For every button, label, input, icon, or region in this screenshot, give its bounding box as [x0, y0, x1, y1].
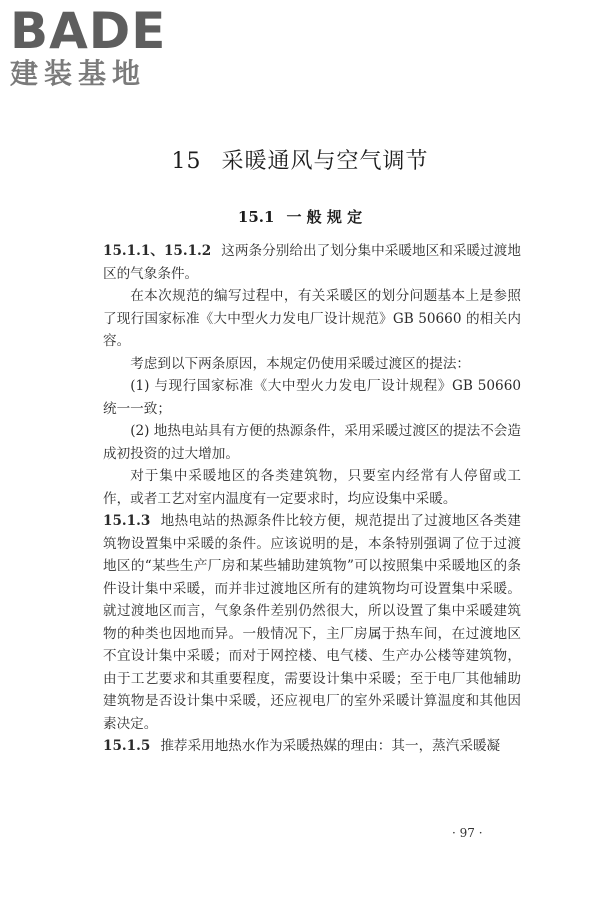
paragraph-2: 在本次规范的编写过程中，有关采暖区的划分问题基本上是参照了现行国家标准《大中型火力发电厂设计规范》GB 50660 的相关内容。 [103, 288, 521, 349]
chapter-number: 15 [171, 149, 202, 174]
brand-logo [10, 4, 180, 90]
clause-number: 15.1.5 [103, 738, 151, 754]
paragraph-8 [103, 735, 521, 758]
section-title: 一 般 规 定 [286, 208, 363, 226]
logo-brand-text: BADE [10, 2, 167, 60]
paragraph-7 [103, 510, 521, 735]
paragraph-5: (2) 地热电站具有方便的热源条件，采用采暖过渡区的提法不会造成初投资的过大增加。 [103, 423, 521, 462]
page-number: · 97 · [452, 826, 483, 840]
paragraph-text: 推荐采用地热水作为采暖热媒的理由：其一，蒸汽采暖凝 [160, 738, 501, 754]
paragraph-3: 考虑到以下两条原因，本规定仍使用采暖过渡区的提法： [130, 355, 471, 372]
paragraph-4: (1) 与现行国家标准《大中型火力发电厂设计规程》GB 50660 统一一致； [103, 378, 521, 417]
paragraph-6: 对于集中采暖地区的各类建筑物，只要室内经常有人停留或工作，或者工艺对室内温度有一定要求时，均应设集中采暖。 [103, 468, 521, 507]
section-heading [0, 206, 600, 227]
clause-number: 15.1.3 [103, 513, 151, 529]
clause-number: 15.1.1、15.1.2 [103, 243, 212, 259]
chapter-title: 采暖通风与空气调节 [221, 149, 429, 174]
paragraph-1 [103, 240, 521, 285]
body-text [103, 240, 521, 758]
paragraph-text: 这两条分别给出了划分集中采暖地区和采暖过渡地区的气象条件。 [103, 243, 521, 282]
paragraph-text: 地热电站的热源条件比较方便，规范提出了过渡地区各类建筑物设置集中采暖的条件。应该说明的是，本条特别强调了位于过渡地区的“某些生产厂房和某些辅助建筑物”可以按照集中采暖地区的条件设计集中采暖，而并非过渡地区所有的建筑物均可设置集中采暖。就过渡地区而言，气象条件差别仍然很大，所以设置了集中采暖建筑物的种类也因地而异。一般情况下，主厂房属于热车间，在过渡地区不宜设计集中采暖；而对于网控楼、电气楼、生产办公楼等建筑物，由于工艺要求和其重要程度，需要设计集中采暖；至于电厂其他辅助建筑物是否设计集中采暖，还应视电厂的室外采暖计算温度和其他因素决定。 [103, 513, 521, 732]
section-number: 15.1 [237, 208, 275, 226]
logo-subtitle: 建装基地 [10, 57, 147, 90]
chapter-heading [0, 144, 600, 175]
